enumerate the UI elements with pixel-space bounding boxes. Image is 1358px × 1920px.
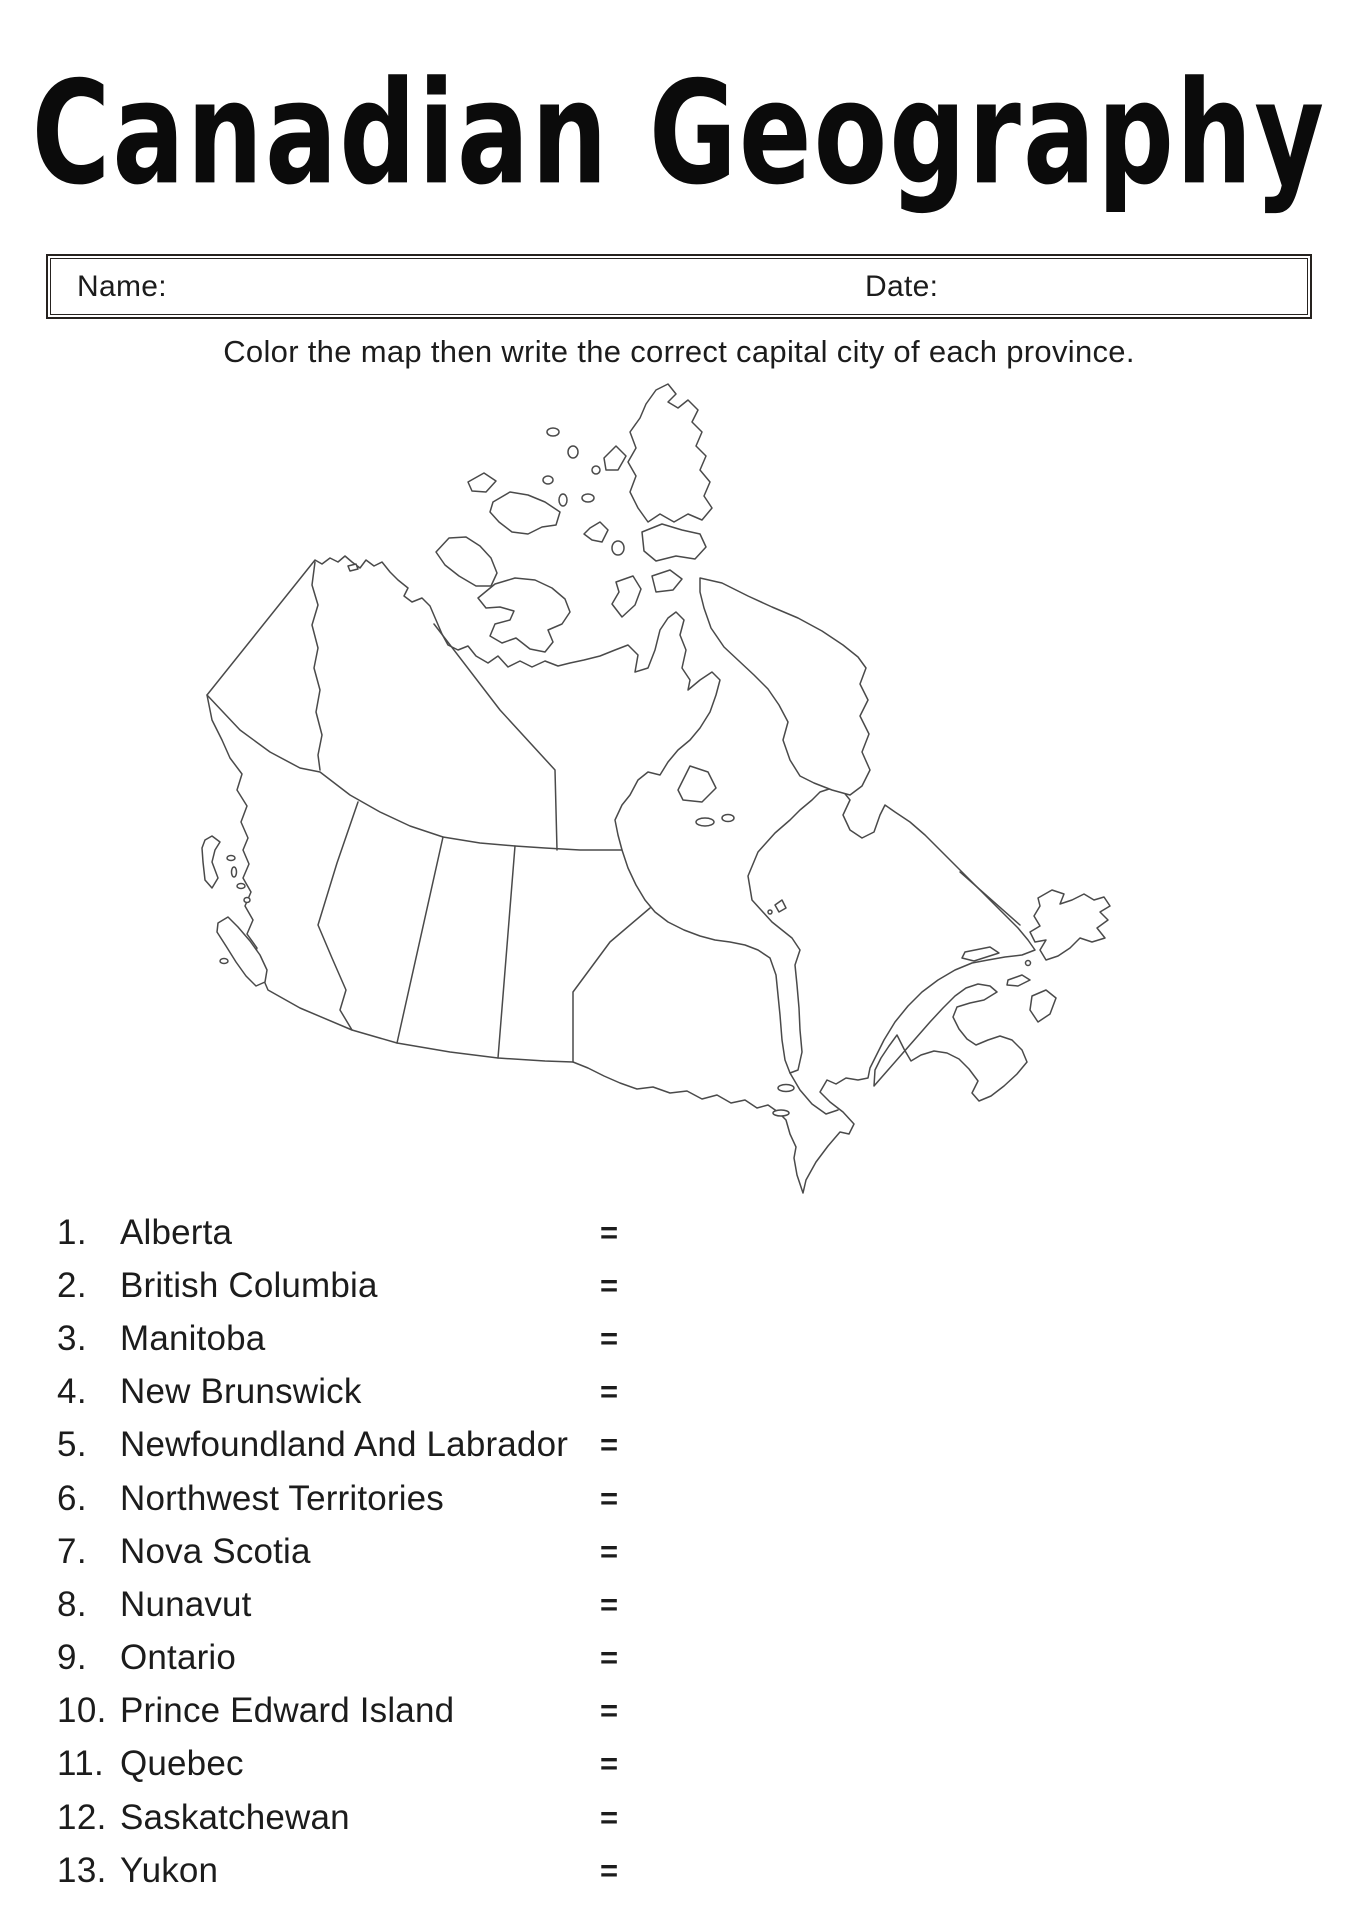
instruction-text: Color the map then write the correct capital city of each province. — [223, 334, 1135, 369]
province-row — [57, 1312, 817, 1365]
province-number: 3. — [57, 1318, 87, 1358]
province-number: 5. — [57, 1425, 87, 1465]
name-label: Name: — [77, 269, 167, 303]
arctic-islet — [559, 494, 567, 506]
equals-sign: = — [600, 1640, 619, 1676]
province-name: New Brunswick — [120, 1372, 362, 1412]
coastal-islet — [232, 867, 237, 877]
prince-of-wales-island — [612, 576, 641, 617]
answer-blank[interactable] — [632, 1640, 812, 1678]
arctic-islet — [568, 446, 578, 458]
province-name: Alberta — [120, 1212, 233, 1252]
coastal-islet — [227, 856, 235, 861]
answer-blank[interactable] — [632, 1267, 812, 1305]
akimiski-island — [778, 1085, 794, 1092]
answer-blank[interactable] — [632, 1214, 812, 1252]
province-number: 6. — [57, 1478, 87, 1518]
province-name: Prince Edward Island — [120, 1691, 455, 1731]
equals-sign: = — [600, 1267, 619, 1303]
melville-island — [490, 492, 560, 534]
arctic-islet — [547, 428, 559, 436]
equals-sign: = — [600, 1533, 619, 1569]
province-name: Newfoundland And Labrador — [120, 1425, 569, 1465]
province-row — [57, 1206, 817, 1259]
victoria-island — [478, 578, 570, 652]
province-row — [57, 1791, 817, 1844]
answer-blank[interactable] — [632, 1693, 812, 1731]
answer-blank[interactable] — [632, 1586, 812, 1624]
province-name: Quebec — [120, 1744, 244, 1784]
coastal-islet — [237, 884, 245, 889]
province-row — [57, 1259, 817, 1312]
province-row — [57, 1525, 817, 1578]
newfoundland-island — [1030, 890, 1110, 960]
equals-sign: = — [600, 1586, 619, 1622]
province-number: 9. — [57, 1638, 87, 1678]
prince-patrick-island — [468, 473, 496, 492]
province-number: 13. — [57, 1850, 107, 1890]
equals-sign: = — [600, 1746, 619, 1782]
province-name: Ontario — [120, 1638, 237, 1678]
province-name: Nova Scotia — [120, 1531, 311, 1571]
province-number: 11. — [57, 1744, 105, 1784]
province-row — [57, 1578, 817, 1631]
answer-blank[interactable] — [632, 1746, 812, 1784]
answer-blank[interactable] — [632, 1427, 812, 1465]
herschel-island — [348, 564, 358, 571]
equals-sign: = — [600, 1480, 619, 1516]
equals-sign: = — [600, 1693, 619, 1729]
somerset-island — [652, 570, 682, 592]
province-number: 7. — [57, 1531, 87, 1571]
province-row — [57, 1632, 817, 1685]
equals-sign: = — [600, 1214, 619, 1250]
province-number: 1. — [57, 1212, 87, 1252]
province-row — [57, 1738, 817, 1791]
map-mainland — [207, 556, 1035, 1193]
answer-blank[interactable] — [632, 1533, 812, 1571]
province-name: Saskatchewan — [120, 1797, 350, 1837]
belcher-islet — [768, 910, 772, 914]
answer-blank[interactable] — [632, 1374, 812, 1412]
province-row — [57, 1685, 817, 1738]
equals-sign: = — [600, 1427, 619, 1463]
haida-gwaii — [202, 836, 220, 888]
province-name: Yukon — [120, 1850, 219, 1890]
axel-heiberg-island — [604, 446, 626, 470]
province-name: Northwest Territories — [120, 1478, 444, 1518]
province-row — [57, 1419, 817, 1472]
equals-sign: = — [600, 1852, 619, 1888]
coats-island — [696, 818, 714, 826]
answer-blank[interactable] — [632, 1480, 812, 1518]
answer-blank[interactable] — [632, 1799, 812, 1837]
ellesmere-island — [628, 384, 712, 522]
newfoundland-islet — [1026, 961, 1031, 966]
banks-island — [436, 537, 497, 586]
bathurst-island — [584, 522, 608, 542]
answer-blank[interactable] — [632, 1852, 812, 1890]
southampton-island — [678, 766, 716, 802]
province-name: Nunavut — [120, 1584, 252, 1624]
arctic-islet — [543, 476, 553, 484]
devon-island — [642, 524, 706, 561]
answer-blank[interactable] — [632, 1320, 812, 1358]
baffin-island — [700, 578, 870, 795]
cape-breton-island — [1030, 990, 1056, 1022]
province-number: 2. — [57, 1265, 87, 1305]
prince-edward-island — [1007, 975, 1030, 986]
equals-sign: = — [600, 1320, 619, 1356]
province-name: British Columbia — [120, 1265, 378, 1305]
province-name: Manitoba — [120, 1318, 266, 1358]
equals-sign: = — [600, 1799, 619, 1835]
coastal-islet — [244, 898, 250, 903]
arctic-islet — [582, 494, 594, 502]
cornwallis-island — [612, 541, 624, 555]
arctic-islet — [592, 466, 600, 474]
province-number: 12. — [57, 1797, 107, 1837]
province-row — [57, 1366, 817, 1419]
coastal-islet — [220, 959, 228, 964]
page-title: Canadian Geography — [31, 52, 1327, 217]
province-number: 8. — [57, 1584, 87, 1624]
province-number: 10. — [57, 1691, 107, 1731]
province-number: 4. — [57, 1372, 87, 1412]
equals-sign: = — [600, 1374, 619, 1410]
province-row — [57, 1844, 817, 1897]
date-label: Date: — [865, 269, 939, 303]
province-row — [57, 1472, 817, 1525]
province-list — [57, 1206, 817, 1897]
mansel-island — [722, 815, 734, 822]
manitoulin-island — [773, 1110, 789, 1116]
